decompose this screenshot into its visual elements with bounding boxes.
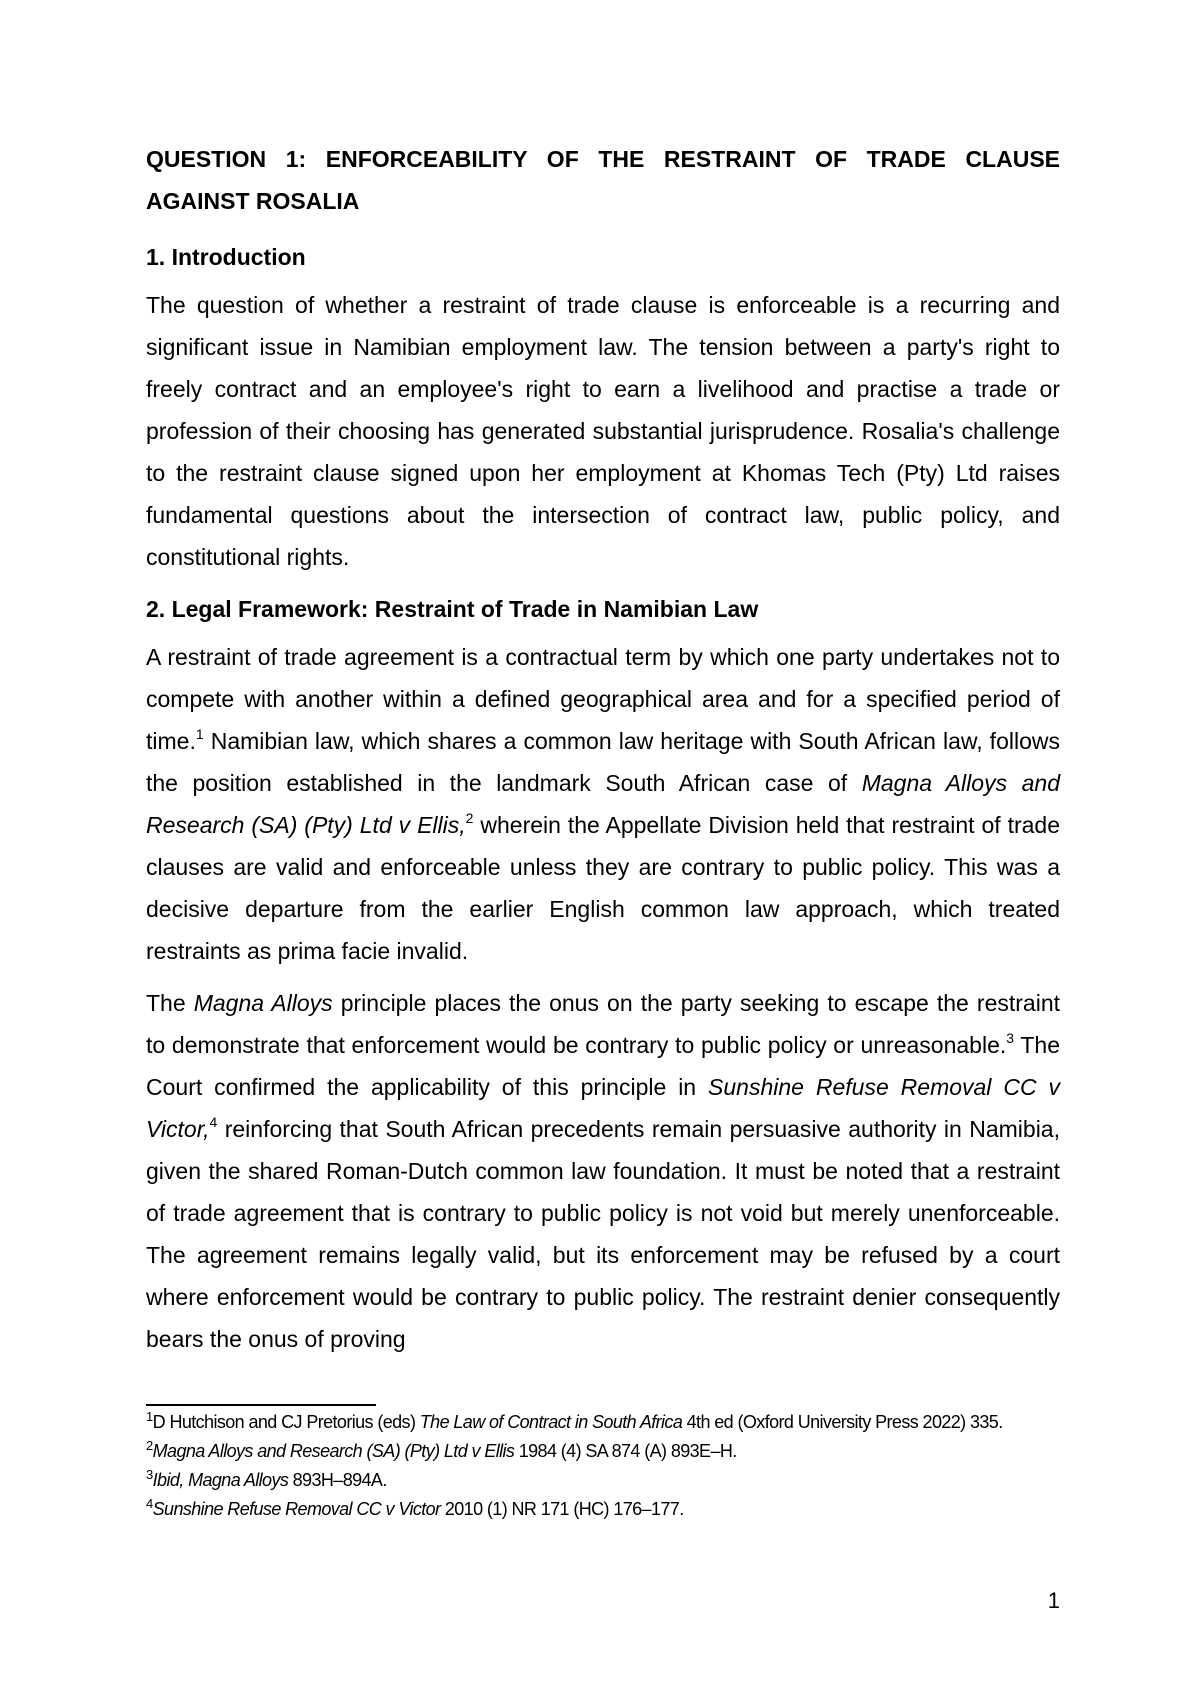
footnote-number: 4 xyxy=(146,1496,153,1511)
footnote-1 xyxy=(146,1410,1060,1435)
text-run: The xyxy=(146,990,194,1016)
paragraph-introduction: The question of whether a restraint of trade clause is enforceable is a recurring and significant issue in Namibian employment law. The tension between a party's right to freely contract and an employee's right to earn a livelihood and practise a trade or profession of their choosing has generated substantial jurisprudence. Rosalia's challenge to the restraint clause signed upon her employment at Khomas Tech (Pty) Ltd raises fundamental questions about the intersection of contract law, public policy, and constitutional rights. xyxy=(146,292,1060,570)
footnote-3 xyxy=(146,1468,1060,1493)
text-run: The Court confirmed the applicability of this principle in xyxy=(146,1032,1061,1100)
footnote-italic: The Law of Contract in South Africa xyxy=(419,1412,683,1432)
footnote-italic: Ibid, Magna Alloys xyxy=(152,1470,289,1490)
footnotes xyxy=(146,1410,1060,1526)
footnote-ref-4: 4 xyxy=(209,1114,218,1130)
case-citation-sunshine-refuse: Sunshine Refuse Removal CC v Victor, xyxy=(146,1074,1060,1142)
footnote-4 xyxy=(146,1497,1060,1522)
section-heading-introduction: 1. Introduction xyxy=(146,244,306,270)
body-text xyxy=(146,138,1060,1370)
page-number: 1 xyxy=(1047,1588,1060,1613)
footnote-italic: Magna Alloys and Research (SA) (Pty) Ltd v Ellis xyxy=(152,1441,515,1461)
text-run: Namibian law, which shares a common law heritage with South African law, follows the position established in the landmark South African case of xyxy=(146,728,1060,796)
paragraph-legal-framework-1 xyxy=(146,636,1060,972)
footnote-number: 2 xyxy=(146,1438,153,1453)
section-heading-legal-framework: 2. Legal Framework: Restraint of Trade in Namibian Law xyxy=(146,596,759,622)
footnote-text: 2010 (1) NR 171 (HC) 176–177. xyxy=(440,1499,684,1519)
footnote-ref-3: 3 xyxy=(1006,1030,1015,1046)
text-run: wherein the Appellate Division held that restraint of trade clauses are valid and enforceable unless they are contrary to public policy. This was a decisive departure from the earlier English common law approach, which treated restraints as prima facie invalid. xyxy=(146,812,1061,964)
footnote-2 xyxy=(146,1439,1060,1464)
footnote-text: 4th ed (Oxford University Press 2022) 335. xyxy=(682,1412,1003,1432)
text-run: principle places the onus on the party seeking to escape the restraint to demonstrate that enforcement would be contrary to public policy or unreasonable. xyxy=(146,990,1060,1058)
footnote-number: 1 xyxy=(146,1409,153,1424)
footnote-separator xyxy=(146,1404,376,1406)
footnote-ref-2: 2 xyxy=(465,810,474,826)
footnote-text: D Hutchison and CJ Pretorius (eds) xyxy=(152,1412,420,1432)
case-citation-magna-alloys-short: Magna Alloys xyxy=(193,990,333,1016)
paragraph-legal-framework-2 xyxy=(146,982,1060,1360)
case-citation-magna-alloys: Magna Alloys and Research (SA) (Pty) Ltd v Ellis, xyxy=(146,770,1060,838)
footnote-italic: Sunshine Refuse Removal CC v Victor xyxy=(152,1499,441,1519)
footnote-ref-1: 1 xyxy=(195,726,204,742)
footnote-text: 893H–894A. xyxy=(288,1470,387,1490)
text-run: A restraint of trade agreement is a contractual term by which one party undertakes not to compete with another within a defined geographical area and for a specified period of time. xyxy=(146,644,1060,754)
document-title: QUESTION 1: ENFORCEABILITY OF THE RESTRAINT OF TRADE CLAUSE AGAINST ROSALIA xyxy=(146,146,1060,214)
footnote-text: 1984 (4) SA 874 (A) 893E–H. xyxy=(514,1441,737,1461)
text-run: reinforcing that South African precedents remain persuasive authority in Namibia, given the shared Roman-Dutch common law foundation. It must be noted that a restraint of trade agreement that is contrary to public policy is not void but merely unenforceable. The agreement remains legally valid, but its enforcement may be refused by a court where enforcement would be contrary to public policy. The restraint denier consequently bears the onus of proving xyxy=(146,1116,1060,1352)
footnote-number: 3 xyxy=(146,1467,153,1482)
